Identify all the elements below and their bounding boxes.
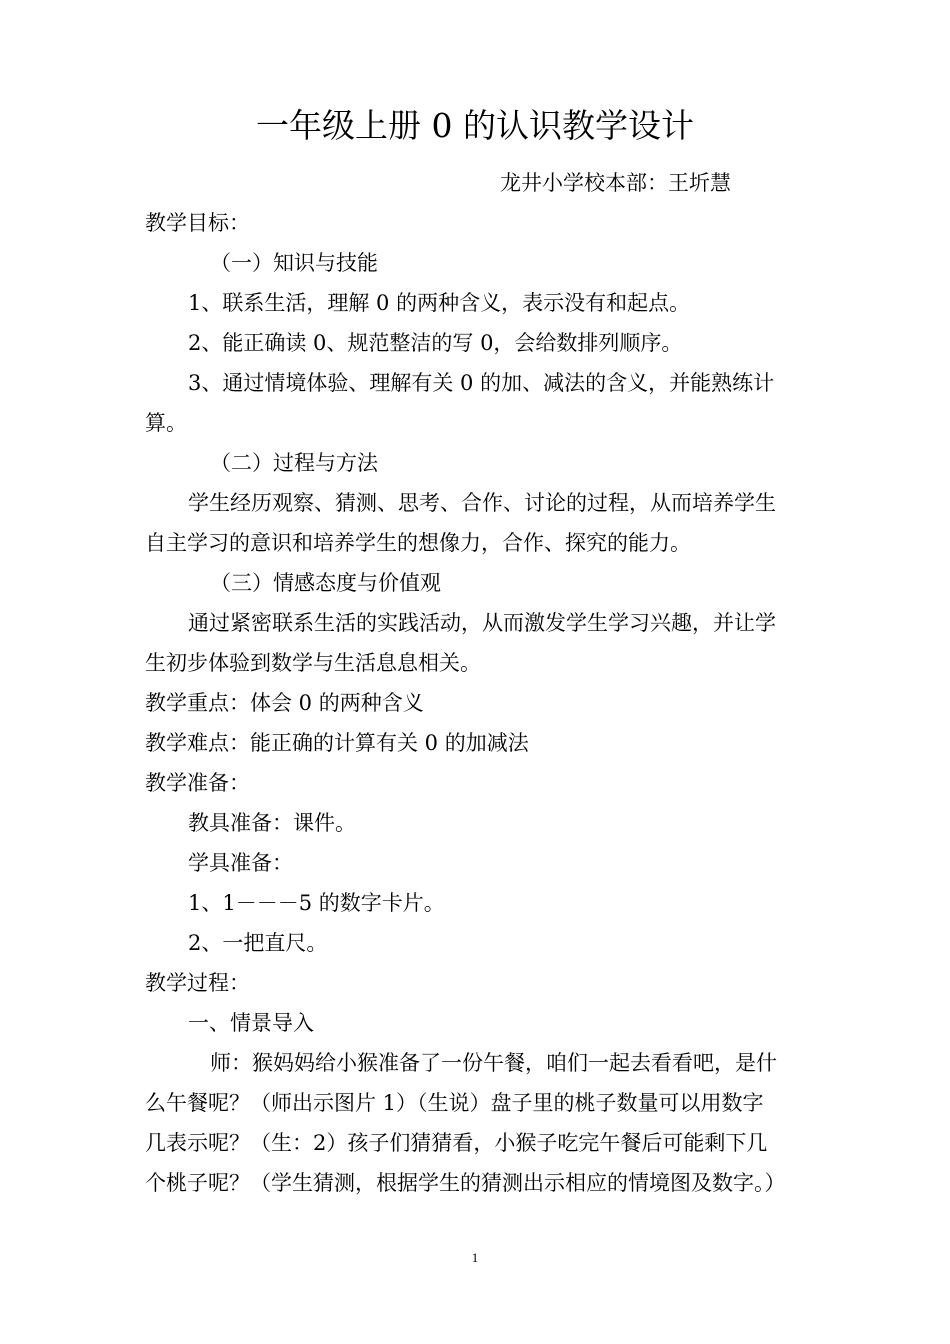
- paragraph-line: 通过紧密联系生活的实践活动，从而激发学生学习兴趣，并让学: [188, 611, 776, 635]
- paragraph-line: 个桃子呢？（学生猜测，根据学生的猜测出示相应的情境图及数字。）: [145, 1171, 786, 1195]
- paragraph-line: 1、联系生活，理解 0 的两种含义，表示没有和起点。: [188, 291, 691, 315]
- section-difficulties: 教学难点：能正确的计算有关 0 的加减法: [145, 731, 529, 755]
- paragraph-line: 2、能正确读 0、规范整洁的写 0，会给数排列顺序。: [188, 331, 683, 355]
- paragraph-line: 学生经历观察、猜测、思考、合作、讨论的过程，从而培养学生: [188, 491, 776, 515]
- subheading-process: （二）过程与方法: [210, 451, 378, 475]
- paragraph-line: 算。: [145, 411, 187, 435]
- paragraph-line: 3、通过情境体验、理解有关 0 的加、减法的含义，并能熟练计: [188, 371, 775, 395]
- subheading-attitude: （三）情感态度与价值观: [210, 571, 441, 595]
- section-key-points: 教学重点：体会 0 的两种含义: [145, 691, 424, 715]
- subheading-knowledge: （一）知识与技能: [210, 251, 378, 275]
- paragraph-line: 1、1－－－5 的数字卡片。: [188, 891, 445, 915]
- paragraph-line: 么午餐呢？（师出示图片 1）（生说）盘子里的桃子数量可以用数字: [145, 1091, 764, 1115]
- section-heading-objectives: 教学目标：: [145, 211, 250, 235]
- document-title: 一年级上册 0 的认识教学设计: [256, 106, 694, 145]
- paragraph-line: 2、一把直尺。: [188, 931, 328, 955]
- paragraph-line: 自主学习的意识和培养学生的想像力，合作、探究的能力。: [145, 531, 691, 555]
- section-heading-preparation: 教学准备：: [145, 771, 250, 795]
- section-heading-process: 教学过程：: [145, 971, 250, 995]
- paragraph-line: 几表示呢？（生：2）孩子们猜猜看，小猴子吃完午餐后可能剩下几: [145, 1131, 768, 1155]
- paragraph-line: 学具准备：: [188, 851, 293, 875]
- paragraph-line: 教具准备：课件。: [188, 811, 356, 835]
- paragraph-line: 师：猴妈妈给小猴准备了一份午餐，咱们一起去看看吧，是什: [210, 1051, 777, 1075]
- paragraph-line: 生初步体验到数学与生活息息相关。: [145, 651, 481, 675]
- author-line: 龙井小学校本部：王圻慧: [500, 171, 731, 195]
- page-number: 1: [471, 1250, 479, 1265]
- subheading-intro: 一、情景导入: [188, 1011, 314, 1035]
